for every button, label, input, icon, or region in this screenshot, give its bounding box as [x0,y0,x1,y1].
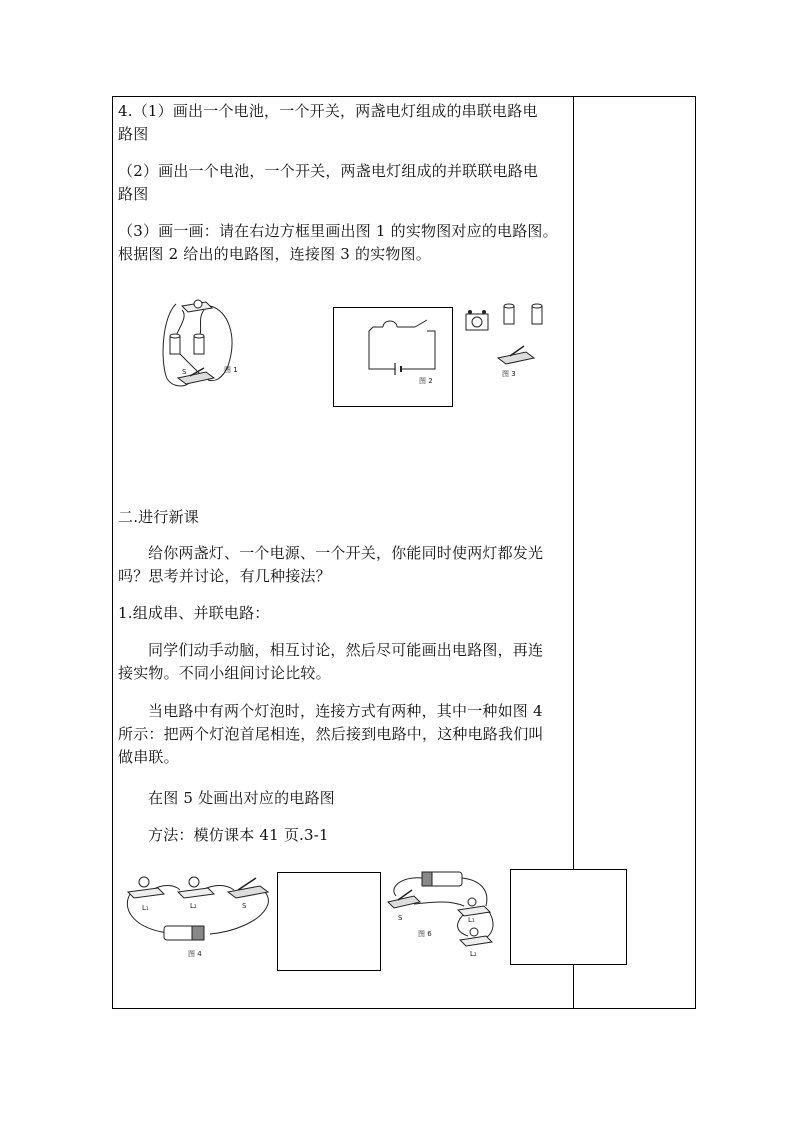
figure-3-parts-photo [462,302,552,382]
section-2-para4: 在图 5 处画出对应的电路图 [148,789,335,807]
figure-4-l2-label: L₂ [190,902,197,910]
figure-6-parallel-circuit [384,866,500,960]
figure-4-series-circuit [122,868,272,960]
figure-1-label: 图 1 [224,366,238,374]
item-1-heading: 1.组成串、并联电路： [118,604,270,622]
figure-4-l1-label: L₁ [142,904,149,912]
section-2-para2-line1: 同学们动手动脑，相互讨论，然后尽可能画出电路图，再连 [148,641,544,659]
q4-part2-line1: （2）画出一个电池，一个开关，两盏电灯组成的并联联电路电 [118,162,539,180]
figure-6-l2-label: L₂ [470,950,477,958]
figure-2-circuit-diagram [333,307,453,407]
figure-6-answer-box[interactable] [510,869,627,965]
q4-part3-line2: 根据图 2 给出的电路图，连接图 3 的实物图。 [118,245,431,263]
figure-1-circuit-photo [158,296,248,391]
q4-part1-line2: 路图 [118,125,149,143]
section-2-para3-line3: 做串联。 [118,748,179,766]
figure-2-label: 图 2 [419,377,433,385]
figure-6-l1-label: L₁ [468,916,475,924]
section-2-para3-line2: 所示：把两个灯泡首尾相连，然后接到电路中，这种电路我们叫 [118,725,544,743]
figure-4-switch-label: S [242,902,247,910]
section-2-para5: 方法：模仿课本 41 页.3-1 [148,826,329,844]
figure-3-label: 图 3 [502,370,516,378]
q4-part3-line1: （3）画一画：请在右边方框里画出图 1 的实物图对应的电路图。 [118,222,558,240]
section-2-heading: 二.进行新课 [118,508,199,526]
figure-5-answer-box[interactable] [277,872,381,971]
figure-6-label: 图 6 [418,930,432,938]
section-2-para2-line2: 接实物。不同小组间讨论比较。 [118,664,331,682]
figure-6-switch-label: S [398,914,403,922]
section-2-para1-line2: 吗？思考并讨论，有几种接法？ [118,567,331,585]
q4-part1-line1: 4.（1）画出一个电池，一个开关，两盏电灯组成的串联电路电 [118,102,538,120]
figure-4-label: 图 4 [188,950,202,958]
section-2-para3-line1: 当电路中有两个灯泡时，连接方式有两种，其中一种如图 4 [148,702,543,720]
q4-part2-line2: 路图 [118,185,149,203]
figure-1-switch-label: S [182,368,187,376]
section-2-para1-line1: 给你两盏灯、一个电源、一个开关，你能同时使两灯都发光 [148,544,544,562]
